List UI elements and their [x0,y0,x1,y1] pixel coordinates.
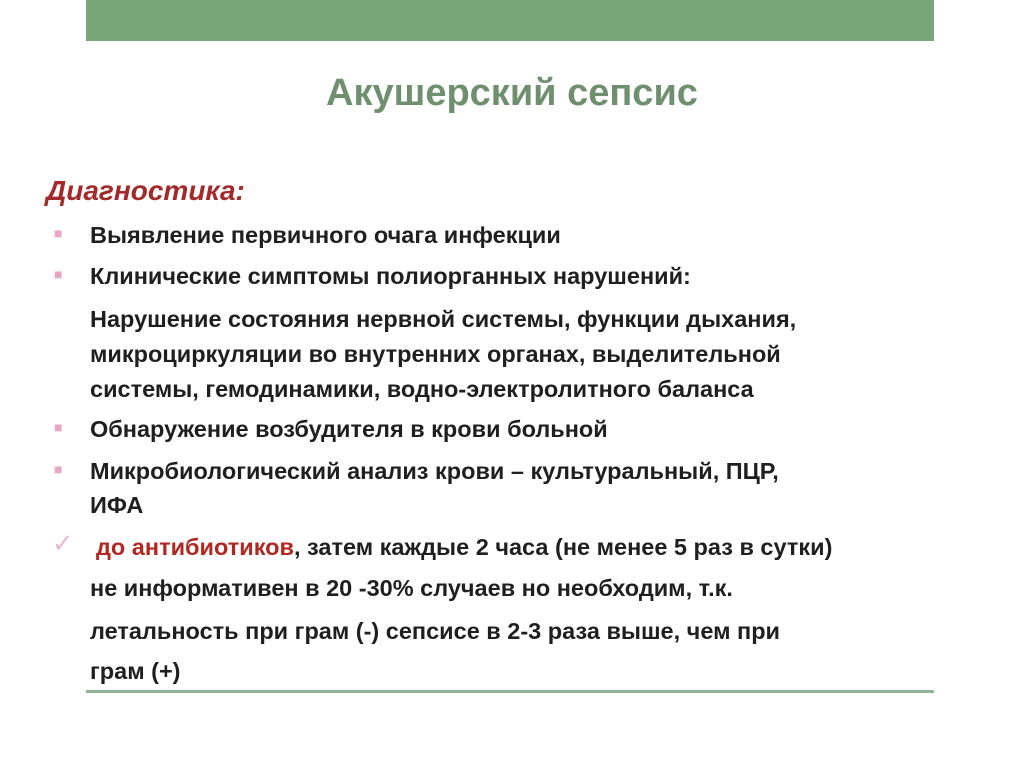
sub-text-line: системы, гемодинамики, водно-электролитного баланса [90,376,754,402]
list-item: Обнаружение возбудителя в крови больной [90,416,608,442]
check-item-line: грам (+) [90,658,181,684]
bullet-square-icon: ■ [54,419,63,435]
check-item-line: летальность при грам (-) сепсисе в 2-3 раза выше, чем при [90,618,780,644]
list-item: Выявление первичного очага инфекции [90,222,561,248]
sub-text-line: Нарушение состояния нервной системы, функции дыхания, [90,306,797,332]
slide-title: Акушерский сепсис [326,72,698,114]
sub-text-line: микроциркуляции во внутренних органах, выделительной [90,341,781,367]
checkmark-icon: ✓ [52,528,74,558]
bullet-square-icon: ■ [54,461,63,477]
list-item: Клинические симптомы полиорганных нарушений: [90,263,691,289]
check-item-rest: , затем каждые 2 часа (не менее 5 раз в сутки) [293,534,833,560]
list-item: Микробиологический анализ крови – культуральный, ПЦР, [90,458,779,484]
bullet-square-icon: ■ [54,225,63,241]
check-item-first-line [96,534,832,561]
bottom-divider [86,690,934,693]
top-accent-bar [86,0,934,41]
section-heading: Диагностика: [46,175,245,206]
check-item-line: не информативен в 20 -30% случаев но необходим, т.к. [90,575,733,601]
list-item-continuation: ИФА [90,492,144,518]
bullet-square-icon: ■ [54,266,63,282]
check-item-highlight: до антибиотиков [96,534,294,560]
